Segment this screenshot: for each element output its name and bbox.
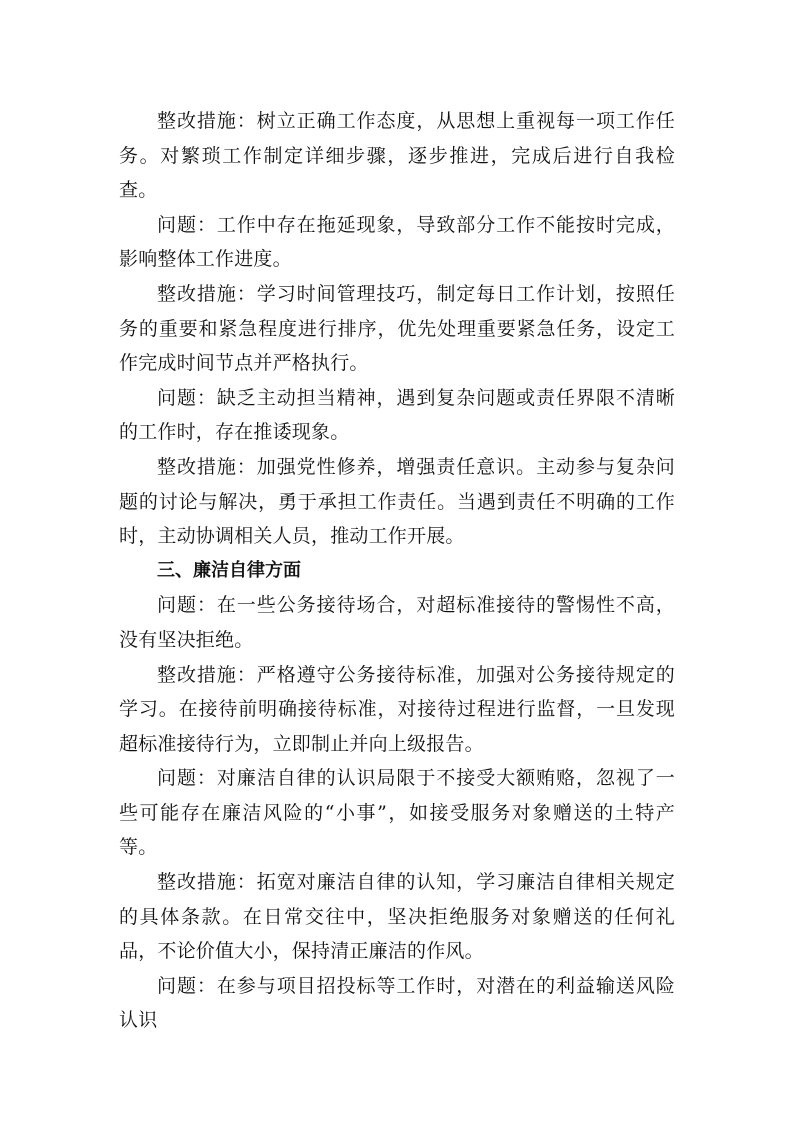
- paragraph-problem-small-matters: 问题：对廉洁自律的认识局限于不接受大额贿赂，忽视了一些可能存在廉洁风险的“小事”，如接受服务对象赠送的土特产等。: [119, 767, 675, 859]
- document-page: [119, 104, 675, 1038]
- paragraph-problem-lack-of-initiative: 问题：缺乏主动担当精神，遇到复杂问题或责任界限不清晰的工作时，存在推诿现象。: [119, 386, 675, 444]
- paragraph-problem-reception: 问题：在一些公务接待场合，对超标准接待的警惕性不高，没有坚决拒绝。: [119, 594, 675, 651]
- paragraph-rectification-time-management: 整改措施：学习时间管理技巧，制定每日工作计划，按照任务的重要和紧急程度进行排序，优先处理重要紧急任务，设定工作完成时间节点并严格执行。: [119, 282, 675, 375]
- section-heading-integrity: 三、廉洁自律方面: [157, 559, 301, 581]
- paragraph-rectification-reception: 整改措施：严格遵守公务接待标准，加强对公务接待规定的学习。在接待前明确接待标准，对接待过程进行监督，一旦发现超标准接待行为，立即制止并向上级报告。: [119, 663, 675, 755]
- paragraph-problem-procrastination: 问题：工作中存在拖延现象，导致部分工作不能按时完成，影响整体工作进度。: [119, 213, 675, 271]
- paragraph-rectification-gifts: 整改措施：拓宽对廉洁自律的认知，学习廉洁自律相关规定的具体条款。在日常交往中，坚决拒绝服务对象赠送的任何礼品，不论价值大小，保持清正廉洁的作风。: [119, 871, 675, 963]
- paragraph-rectification-attitude: 整改措施：树立正确工作态度，从思想上重视每一项工作任务。对繁琐工作制定详细步骤，逐步推进，完成后进行自我检查。: [119, 110, 675, 202]
- paragraph-problem-bidding: 问题：在参与项目招投标等工作时，对潜在的利益输送风险认识: [119, 974, 675, 1032]
- paragraph-rectification-responsibility: 整改措施：加强党性修养，增强责任意识。主动参与复杂问题的讨论与解决，勇于承担工作责任。当遇到责任不明确的工作时，主动协调相关人员，推动工作开展。: [119, 455, 675, 548]
